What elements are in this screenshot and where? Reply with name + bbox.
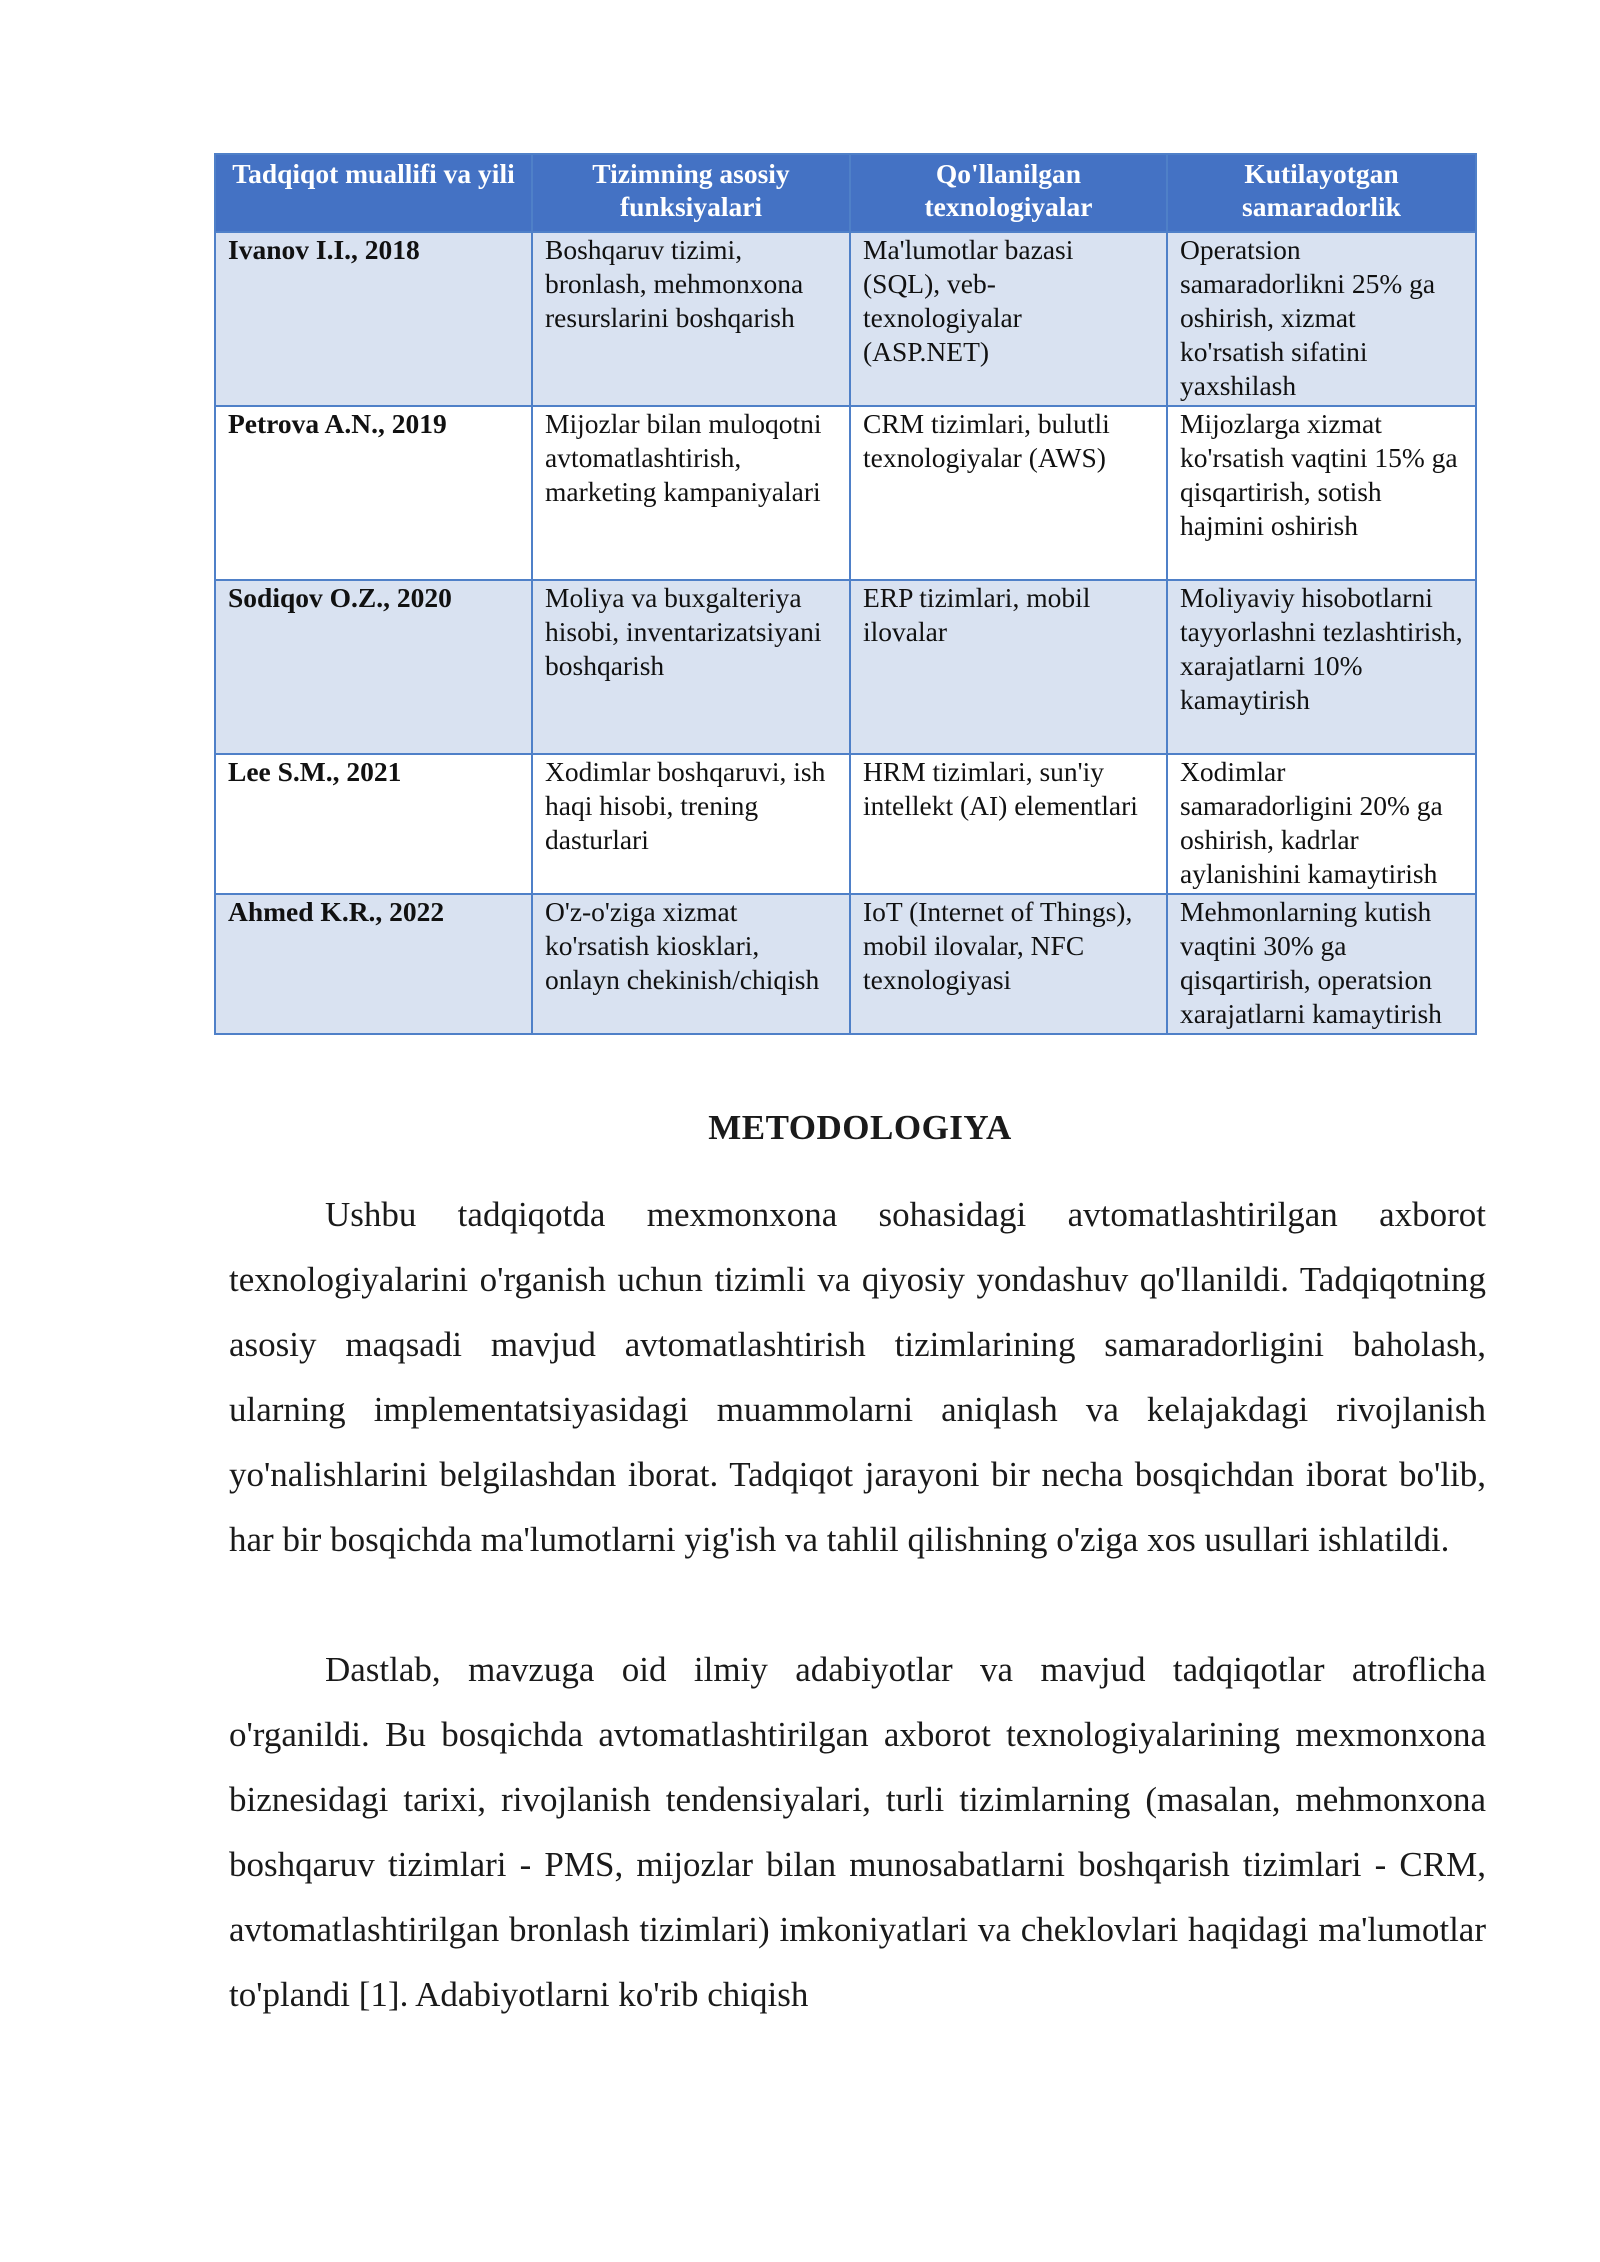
cell-technologies: IoT (Internet of Things), mobil ilovalar, NFC texnologiyasi (850, 894, 1167, 1034)
research-comparison-table (214, 153, 1477, 1035)
table-row (215, 406, 1476, 580)
header-efficiency: Kutilayotgan samaradorlik (1167, 154, 1476, 232)
table-row (215, 580, 1476, 754)
cell-author: Lee S.M., 2021 (215, 754, 532, 894)
body-paragraph: Dastlab, mavzuga oid ilmiy adabiyotlar va mavjud tadqiqotlar atroflicha o'rganildi. Bu bosqichda avtomatlashtirilgan axborot texnologiyalarining mexmonxona biznesidagi tarixi, rivojlanish tendensiyalari, turli tizimlarning (masalan, mehmonxona boshqaruv tizimlari - PMS, mijozlar bilan munosabatlarni boshqarish tizimlari - CRM, avtomatlashtirilgan bronlash tizimlari) imkoniyatlari va cheklovlari haqidagi ma'lumotlar to'plandi [1]. Adabiyotlarni ko'rib chiqish (229, 1650, 1486, 2014)
header-author-year: Tadqiqot muallifi va yili (215, 154, 532, 232)
table-row (215, 894, 1476, 1034)
cell-efficiency: Xodimlar samaradorligini 20% ga oshirish, kadrlar aylanishini kamaytirish (1167, 754, 1476, 894)
cell-author: Sodiqov O.Z., 2020 (215, 580, 532, 754)
cell-technologies: CRM tizimlari, bulutli texnologiyalar (AWS) (850, 406, 1167, 580)
table-row (215, 754, 1476, 894)
cell-efficiency: Moliyaviy hisobotlarni tayyorlashni tezlashtirish, xarajatlarni 10% kamaytirish (1167, 580, 1476, 754)
cell-technologies: HRM tizimlari, sun'iy intellekt (AI) elementlari (850, 754, 1167, 894)
section-title: METODOLOGIYA (708, 1108, 1012, 1147)
cell-efficiency: Mijozlarga xizmat ko'rsatish vaqtini 15% ga qisqartirish, sotish hajmini oshirish (1167, 406, 1476, 580)
cell-functions: O'z-o'ziga xizmat ko'rsatish kiosklari, onlayn chekinish/chiqish (532, 894, 850, 1034)
cell-author: Ahmed K.R., 2022 (215, 894, 532, 1034)
header-functions: Tizimning asosiy funksiyalari (532, 154, 850, 232)
cell-functions: Mijozlar bilan muloqotni avtomatlashtirish, marketing kampaniyalari (532, 406, 850, 580)
cell-technologies: Ma'lumotlar bazasi (SQL), veb-texnologiyalar (ASP.NET) (850, 232, 1167, 406)
table-header-row (215, 154, 1476, 232)
cell-efficiency: Mehmonlarning kutish vaqtini 30% ga qisqartirish, operatsion xarajatlarni kamaytirish (1167, 894, 1476, 1034)
table-row (215, 232, 1476, 406)
cell-technologies: ERP tizimlari, mobil ilovalar (850, 580, 1167, 754)
header-technologies: Qo'llanilgan texnologiyalar (850, 154, 1167, 232)
cell-functions: Moliya va buxgalteriya hisobi, inventarizatsiyani boshqarish (532, 580, 850, 754)
cell-functions: Xodimlar boshqaruvi, ish haqi hisobi, trening dasturlari (532, 754, 850, 894)
cell-efficiency: Operatsion samaradorlikni 25% ga oshirish, xizmat ko'rsatish sifatini yaxshilash (1167, 232, 1476, 406)
cell-functions: Boshqaruv tizimi, bronlash, mehmonxona resurslarini boshqarish (532, 232, 850, 406)
cell-author: Petrova A.N., 2019 (215, 406, 532, 580)
cell-author: Ivanov I.I., 2018 (215, 232, 532, 406)
body-paragraph: Ushbu tadqiqotda mexmonxona sohasidagi avtomatlashtirilgan axborot texnologiyalarini o'rganish uchun tizimli va qiyosiy yondashuv qo'llanildi. Tadqiqotning asosiy maqsadi mavjud avtomatlashtirish tizimlarining samaradorligini baholash, ularning implementatsiyasidagi muammolarni aniqlash va kelajakdagi rivojlanish yo'nalishlarini belgilashdan iborat. Tadqiqot jarayoni bir necha bosqichdan iborat bo'lib, har bir bosqichda ma'lumotlarni yig'ish va tahlil qilishning o'ziga xos usullari ishlatildi. (229, 1195, 1486, 1559)
